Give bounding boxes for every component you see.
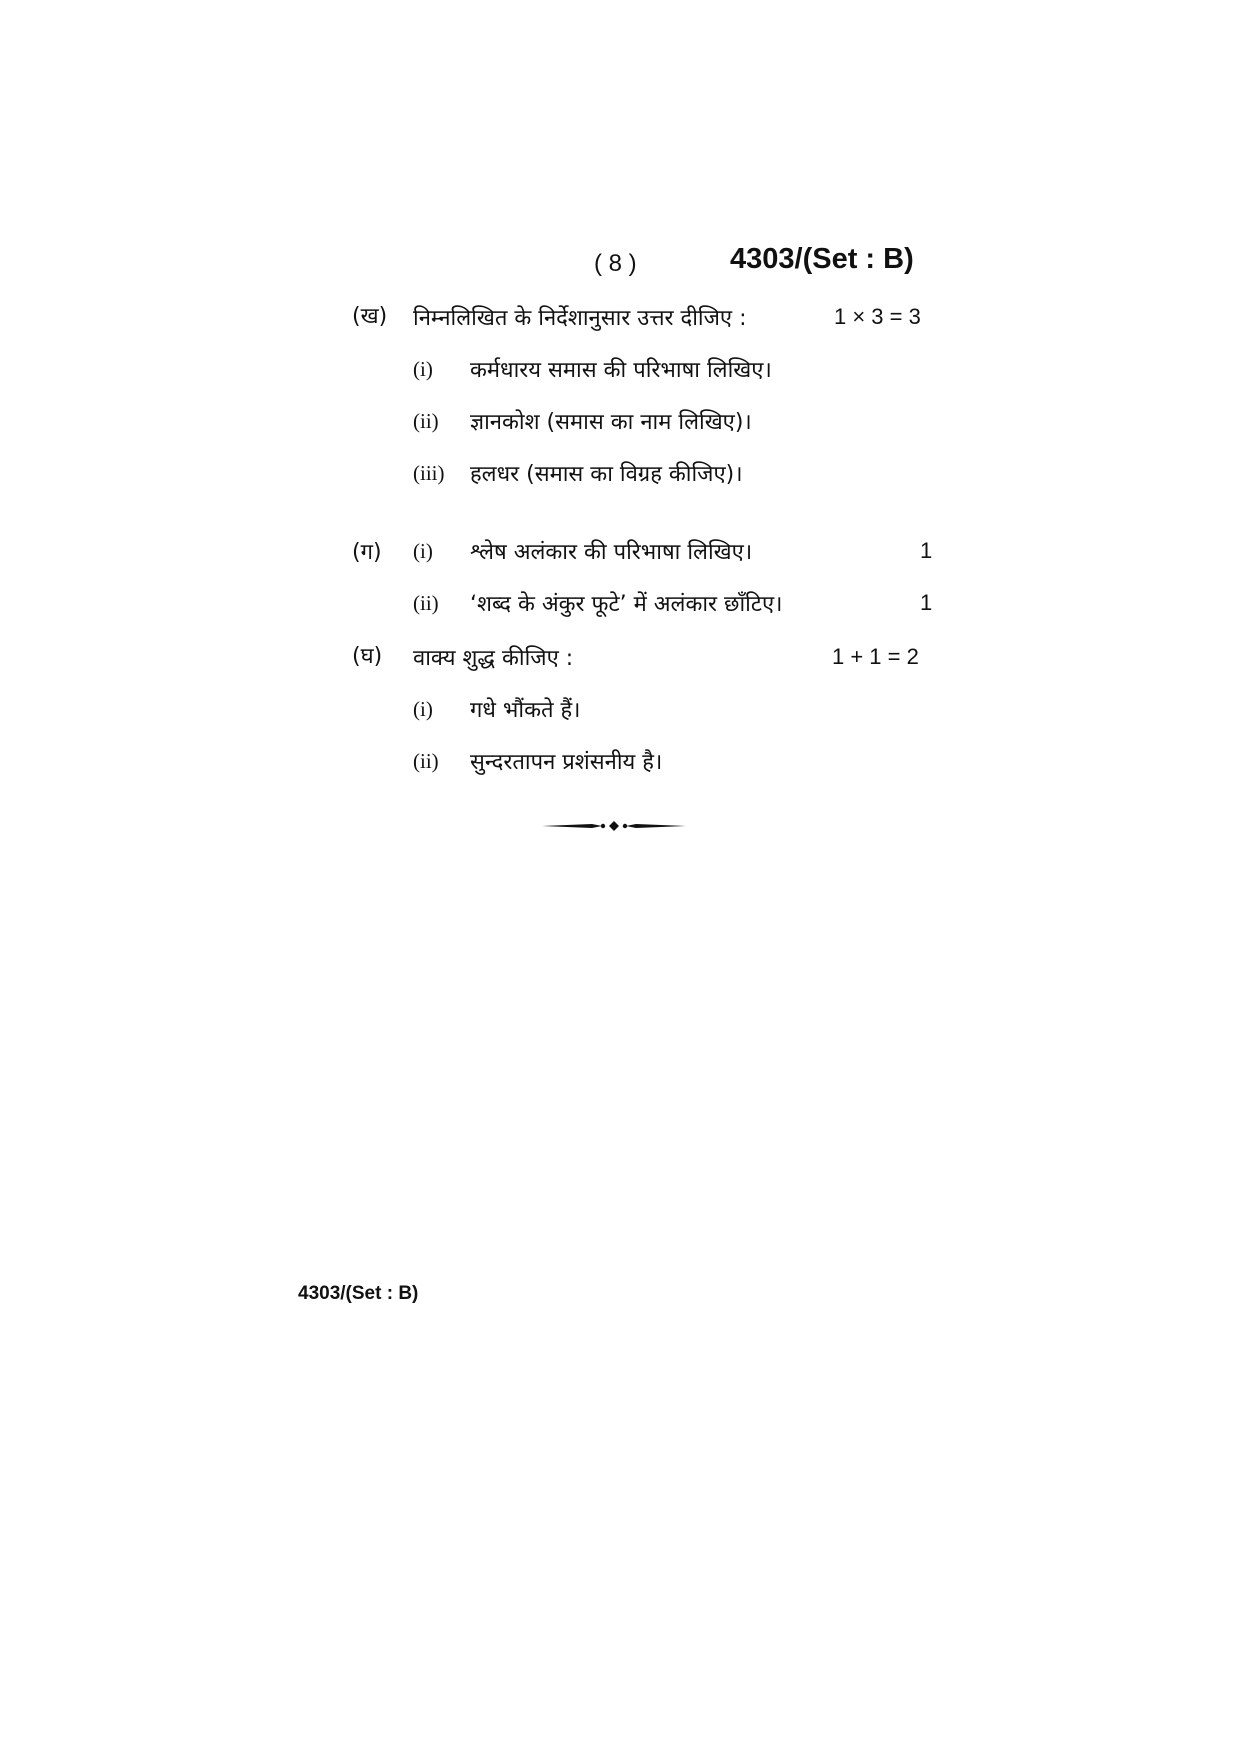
- end-divider-ornament: [542, 819, 686, 833]
- item-marks: 1: [920, 590, 933, 615]
- section-label: (ग): [352, 540, 382, 565]
- section-marks: 1 × 3 = 3: [834, 304, 921, 329]
- item-text: कर्मधारय समास की परिभाषा लिखिए।: [470, 358, 772, 383]
- item-text: हलधर (समास का विग्रह कीजिए)।: [470, 462, 743, 487]
- item-number: (i): [413, 539, 433, 563]
- item-text: ज्ञानकोश (समास का नाम लिखिए)।: [470, 410, 752, 435]
- item-number: (i): [413, 697, 433, 721]
- section-label: (घ): [352, 644, 383, 669]
- item-number: (iii): [413, 461, 445, 485]
- item-marks: 1: [920, 538, 933, 563]
- section-marks: 1 + 1 = 2: [832, 644, 919, 669]
- item-number: (ii): [413, 409, 439, 433]
- paper-code-header: 4303/(Set : B): [730, 243, 914, 275]
- item-number: (ii): [413, 591, 439, 615]
- item-text: ‘शब्द के अंकुर फूटे’ में अलंकार छाँटिए।: [470, 592, 783, 617]
- item-number: (ii): [413, 749, 439, 773]
- item-number: (i): [413, 357, 433, 381]
- paper-code-footer: 4303/(Set : B): [298, 1283, 419, 1304]
- page-number: ( 8 ): [594, 250, 637, 277]
- item-text: सुन्दरतापन प्रशंसनीय है।: [470, 750, 663, 775]
- section-instruction: वाक्य शुद्ध कीजिए :: [413, 646, 574, 671]
- section-label: (ख): [352, 304, 388, 329]
- section-instruction: निम्नलिखित के निर्देशानुसार उत्तर दीजिए :: [413, 306, 747, 331]
- item-text: गधे भौंकते हैं।: [470, 698, 581, 723]
- item-text: श्लेष अलंकार की परिभाषा लिखिए।: [470, 540, 753, 565]
